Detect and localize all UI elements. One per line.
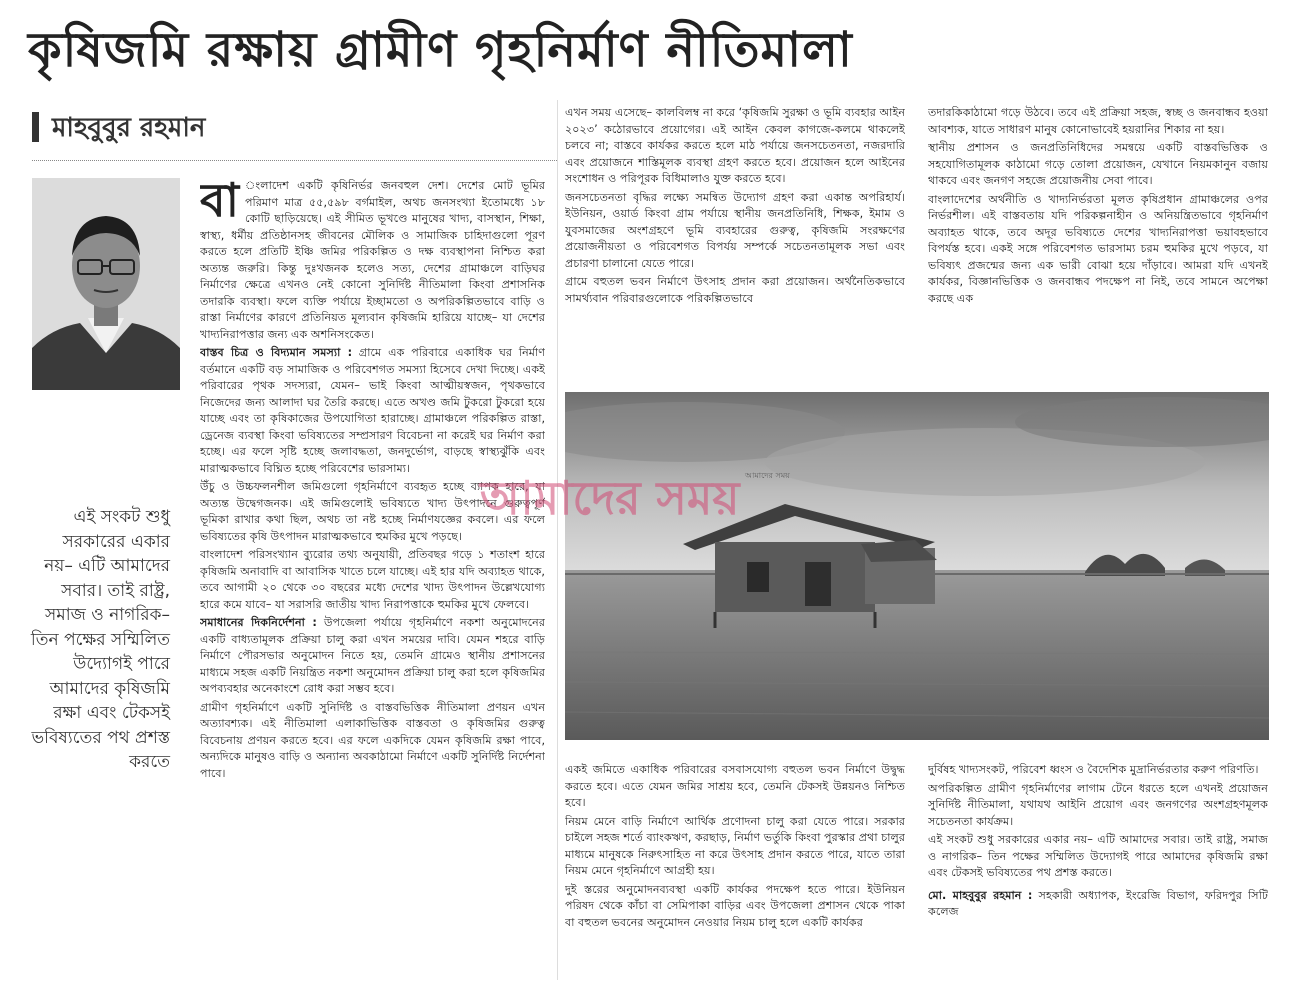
paragraph: দুর্বিষহ খাদ্যসংকট, পরিবেশ ধ্বংস ও বৈদেশিক মুদ্রানির্ভরতার করুণ পরিণতি। [928,763,1259,776]
paragraph: উঁচু ও উচ্চফলনশীল জমিগুলো গৃহনির্মাণে ব্যবহৃত হচ্ছে ব্যাপক হারে, যা অত্যন্ত উদ্বেগজনক। এই জমিগুলোই ভবিষ্যতে খাদ্য উৎপাদনে গুরুত্বপূর্ণ ভূমিকা রাখার কথা ছিল, অথচ তা নষ্ট হচ্ছে নির্মাণযজ্ঞের কবলে। এর ফলে ভবিষ্যতের কৃষি উৎপাদন মারাত্মকভাবে হুমকির মুখে পড়ছে। [200,480,545,543]
paragraph: একই জমিতে একাধিক পরিবারের বসবাসযোগ্য বহুতল ভবন নির্মাণে উদ্বুদ্ধ করতে হবে। এতে যেমন জমির সাশ্রয় হবে, তেমনি টেকসই উন্নয়নও নিশ্চিত হবে। [565,763,905,809]
paragraph: বাস্তব চিত্র ও বিদ্যমান সমস্যা : গ্রামে এক পরিবারে একাধিক ঘর নির্মাণ বর্তমানে একটি বড় সামাজিক ও পরিবেশগত সমস্যা হিসেবে দেখা দিচ্ছে। একই পরিবারের পৃথক সদস্যরা, যেমন– ভাই কিংবা আত্মীয়স্বজন, পৃথকভাবে নিজেদের জন্য আলাদা ঘর তৈরি করছে। এতে অখণ্ড জমি টুকরো টুকরো হয়ে যাচ্ছে এবং তা কৃষিকাজের উপযোগিতা হারাচ্ছে। গ্রামাঞ্চলে পরিকল্পিত রাস্তা, ড্রেনেজ ব্যবস্থা কিংবা ভবিষ্যতের সম্প্রসারণ বিবেচনা না করেই ঘর নির্মাণ করা হচ্ছে। এর ফলে সৃষ্টি হচ্ছে জলাবদ্ধতা, জনদুর্ভোগ, বাড়ছে স্বাস্থ্যঝুঁকি এবং মারাত্মকভাবে বিঘ্নিত হচ্ছে পরিবেশের ভারসাম্য। [200,346,545,475]
column-3-bottom [928,762,1268,987]
author-name: মো. মাহবুবুর রহমান : [928,888,1033,902]
paragraph: গ্রামীণ গৃহনির্মাণে একটি সুনির্দিষ্ট ও বাস্তবভিত্তিক নীতিমালা প্রণয়ন এখন অত্যাবশ্যক। এই নীতিমালা এলাকাভিত্তিক বাস্তবতা ও কৃষিজমির গুরুত্ব বিবেচনায় প্রণয়ন করতে হবে। এর ফলে একদিকে যেমন কৃষিজমি রক্ষা পাবে, অন্যদিকে মানুষও বাড়ি ও অন্যান্য অবকাঠামো নির্মাণে একটি সুনির্দিষ্ট নির্দেশনা পাবে। [200,700,545,780]
paragraph: নিয়ম মেনে বাড়ি নির্মাণে আর্থিক প্রণোদনা চালু করা যেতে পারে। সরকার চাইলে সহজ শর্তে ব্যাংকঋণ, করছাড়, নির্মাণ ভর্তুকি কিংবা পুরস্কার প্রথা চালুর মাধ্যমে মানুষকে নিরুৎসাহিত না করে উৎসাহ প্রদান করতে পারে, যাতে তারা নিয়ম মেনে গৃহনির্মাণে আগ্রহী হয়। [565,814,905,877]
drop-cap: বা [200,178,239,227]
byline-bar [32,112,39,142]
paragraph: বাংলাদেশ পরিসংখ্যান ব্যুরোর তথ্য অনুযায়ী, প্রতিবছর গড়ে ১ শতাংশ হারে কৃষিজমি অনাবাদি বা আবাসিক খাতে চলে যাচ্ছে। এই হার যদি অব্যাহত থাকে, তবে আগামী ২০ থেকে ৩০ বছরের মধ্যে দেশের খাদ্য উৎপাদন উল্লেখযোগ্য হারে কমে যাবে– যা সরাসরি জাতীয় খাদ্য নিরাপত্তাকে হুমকির মুখে ফেলবে। [200,548,545,611]
subheading: বাস্তব চিত্র ও বিদ্যমান সমস্যা : [200,346,353,359]
column-2-bottom [565,762,905,987]
author-note [928,888,1268,921]
headline: কৃষিজমি রক্ষায় গ্রামীণ গৃহনির্মাণ নীতিমালা [28,22,853,78]
watermark: আমাদের সময় [480,471,740,525]
watermark-small: আমাদের সময় [745,471,790,480]
pull-quote: এই সংকট শুধু সরকারের একার নয়– এটি আমাদের সবার। তাই রাষ্ট্র, সমাজ ও নাগরিক– তিন পক্ষের সম্মিলিত উদ্যোগই পারে আমাদের কৃষিজমি রক্ষা এবং টেকসই ভবিষ্যতের পথ প্রশস্ত করতে [30,507,170,772]
column-3-top [928,105,1268,375]
byline-separator [32,160,557,161]
column-rule [557,100,558,980]
paragraph: সমাধানের দিকনির্দেশনা : উপজেলা পর্যায়ে গৃহনির্মাণে নকশা অনুমোদনের একটি বাধ্যতামূলক প্রক্রিয়া চালু করা এখন সময়ের দাবি। যেমন শহরে বাড়ি নির্মাণে পৌরসভার অনুমোদন নিতে হয়, তেমনি গ্রামেও স্থানীয় প্রশাসনের মাধ্যমে সহজ একটি নিয়ন্ত্রিত নকশা অনুমোদন প্রক্রিয়া চালু করা হলে কৃষিজমির অপব্যবহার অনেকাংশে রোধ করা সম্ভব হবে। [200,616,545,695]
paragraph: স্থানীয় প্রশাসন ও জনপ্রতিনিধিদের সমন্বয়ে একটি বাস্তবভিত্তিক ও সহযোগিতামূলক কাঠামো গড়ে তোলা প্রয়োজন, যেখানে নিয়মকানুন বজায় থাকবে এবং জনগণ সহজে প্রয়োজনীয় সেবা পাবে। [928,141,1268,187]
column-2-top [565,105,905,375]
paragraph: এই সংকট শুধু সরকারের একার নয়– এটি আমাদের সবার। তাই রাষ্ট্র, সমাজ ও নাগরিক– তিন পক্ষের সম্মিলিত উদ্যোগই পারে আমাদের কৃষিজমি রক্ষা এবং টেকসই ভবিষ্যতের পথ প্রশস্ত করতে। [928,833,1268,879]
paragraph: বাংলাদেশের অর্থনীতি ও খাদ্যনির্ভরতা মূলত কৃষিপ্রধান গ্রামাঞ্চলের ওপর নির্ভরশীল। এই বাস্তবতায় যদি পরিকল্পনাহীন ও অনিয়ন্ত্রিতভাবে গৃহনির্মাণ অব্যাহত থাকে, তবে অদূর ভবিষ্যতে দেশের খাদ্যনিরাপত্তা ভয়াবহভাবে বিপর্যস্ত হবে। একই সঙ্গে পরিবেশগত ভারসাম্য চরম হুমকির মুখে পড়বে, যা ভবিষ্যৎ প্রজন্মের জন্য এক ভারী বোঝা হয়ে দাঁড়াবে। আমরা যদি এখনই কার্যকর, বিজ্ঞানভিত্তিক ও জনবান্ধব পদক্ষেপ না নিই, তবে সামনে অপেক্ষা করছে এক [928,192,1268,305]
column-1 [200,178,545,978]
byline: মাহবুবুর রহমান [52,113,206,143]
paragraph: জনসচেতনতা বৃদ্ধির লক্ষ্যে সমন্বিত উদ্যোগ গ্রহণ করা একান্ত অপরিহার্য। ইউনিয়ন, ওয়ার্ড কিংবা গ্রাম পর্যায়ে স্থানীয় জনপ্রতিনিধি, শিক্ষক, ইমাম ও যুবসমাজের অংশগ্রহণে ভূমি ব্যবহারের গুরুত্ব, কৃষিজমি সংরক্ষণের প্রয়োজনীয়তা ও পরিবেশগত বিপর্যয় সম্পর্কে সচেতনতামূলক সভা এবং প্রচারণা চালানো যেতে পারে। [565,190,905,270]
paragraph: দুই স্তরের অনুমোদনব্যবস্থা একটি কার্যকর পদক্ষেপ হতে পারে। ইউনিয়ন পরিষদ থেকে কাঁচা বা সেমিপাকা বাড়ির এবং উপজেলা প্রশাসন থেকে পাকা বা বহুতল ভবনের অনুমোদন নেওয়ার নিয়ম চালু হলে একটি কার্যকর [565,882,905,929]
paragraph: অপরিকল্পিত গ্রামীণ গৃহনির্মাণের লাগাম টেনে ধরতে হলে এখনই প্রয়োজন সুনির্দিষ্ট নীতিমালা, যথাযথ আইনি প্রয়োগ এবং জনগণের অংশগ্রহণমূলক সচেতনতা কার্যক্রম। [928,781,1268,828]
farmhouse-photo [565,392,1269,740]
subheading: সমাধানের দিকনির্দেশনা : [200,616,317,629]
author-photo [32,178,180,390]
paragraph: তদারকিকাঠামো গড়ে উঠবে। তবে এই প্রক্রিয়া সহজ, স্বচ্ছ ও জনবান্ধব হওয়া আবশ্যক, যাতে সাধারণ মানুষ কোনোভাবেই হয়রানির শিকার না হয়। [928,106,1268,136]
lead-paragraph: বা ংলাদেশ একটি কৃষিনির্ভর জনবহুল দেশ। দেশের মোট ভূমির পরিমাণ মাত্র ৫৫,৫৯৮ বর্গমাইল, অথচ জনসংখ্যা ইতোমধ্যে ১৮ কোটি ছাড়িয়েছে। এই সীমিত ভূখণ্ডে মানুষের খাদ্য, বাসস্থান, শিক্ষা, স্বাস্থ্য, ধর্মীয় প্রতিষ্ঠানসহ জীবনের মৌলিক ও সামাজিক চাহিদাগুলো পূরণ করতে হলে প্রতিটি ইঞ্চি জমির পরিকল্পিত ও দক্ষ ব্যবস্থাপনা নিশ্চিত করা অত্যন্ত জরুরি। কিন্তু দুঃখজনক হলেও সত্য, দেশের গ্রামাঞ্চলে বাড়িঘর নির্মাণের ক্ষেত্রে এখনও নেই কোনো সুনির্দিষ্ট নীতিমালা কিংবা প্রশাসনিক তদারকি ব্যবস্থা। ফলে ব্যক্তি পর্যায়ে ইচ্ছামতো ও অপরিকল্পিতভাবে বাড়ি ও রাস্তা নির্মাণের কারণে প্রতিনিয়ত মূল্যবান কৃষিজমি হারিয়ে যাচ্ছে– যা দেশের খাদ্যনিরাপত্তার জন্য এক অশনিসংকেত। [200,178,545,341]
paragraph: এখন সময় এসেছে– কালবিলম্ব না করে ‘কৃষিজমি সুরক্ষা ও ভূমি ব্যবহার আইন ২০২৩’ কঠোরভাবে প্রয়োগের। এই আইন কেবল কাগজে-কলমে থাকলেই চলবে না; বাস্তবে কার্যকর করতে হলে মাঠ পর্যায়ে জনসচেতনতা, নজরদারি এবং প্রয়োজনে শাস্তিমূলক ব্যবস্থা গ্রহণ করতে হবে। প্রয়োজন হলে আইনের সংশোধন ও পরিপূরক বিধিমালাও যুক্ত করতে হবে। [565,106,905,185]
author-bio: সহকারী অধ্যাপক, ইংরেজি বিভাগ, ফরিদপুর সিটি কলেজ [928,888,1268,918]
paragraph: গ্রামে বহুতল ভবন নির্মাণে উৎসাহ প্রদান করা প্রয়োজন। অর্থনৈতিকভাবে সামর্থ্যবান পরিবারগুলোকে পরিকল্পিতভাবে [565,275,905,305]
